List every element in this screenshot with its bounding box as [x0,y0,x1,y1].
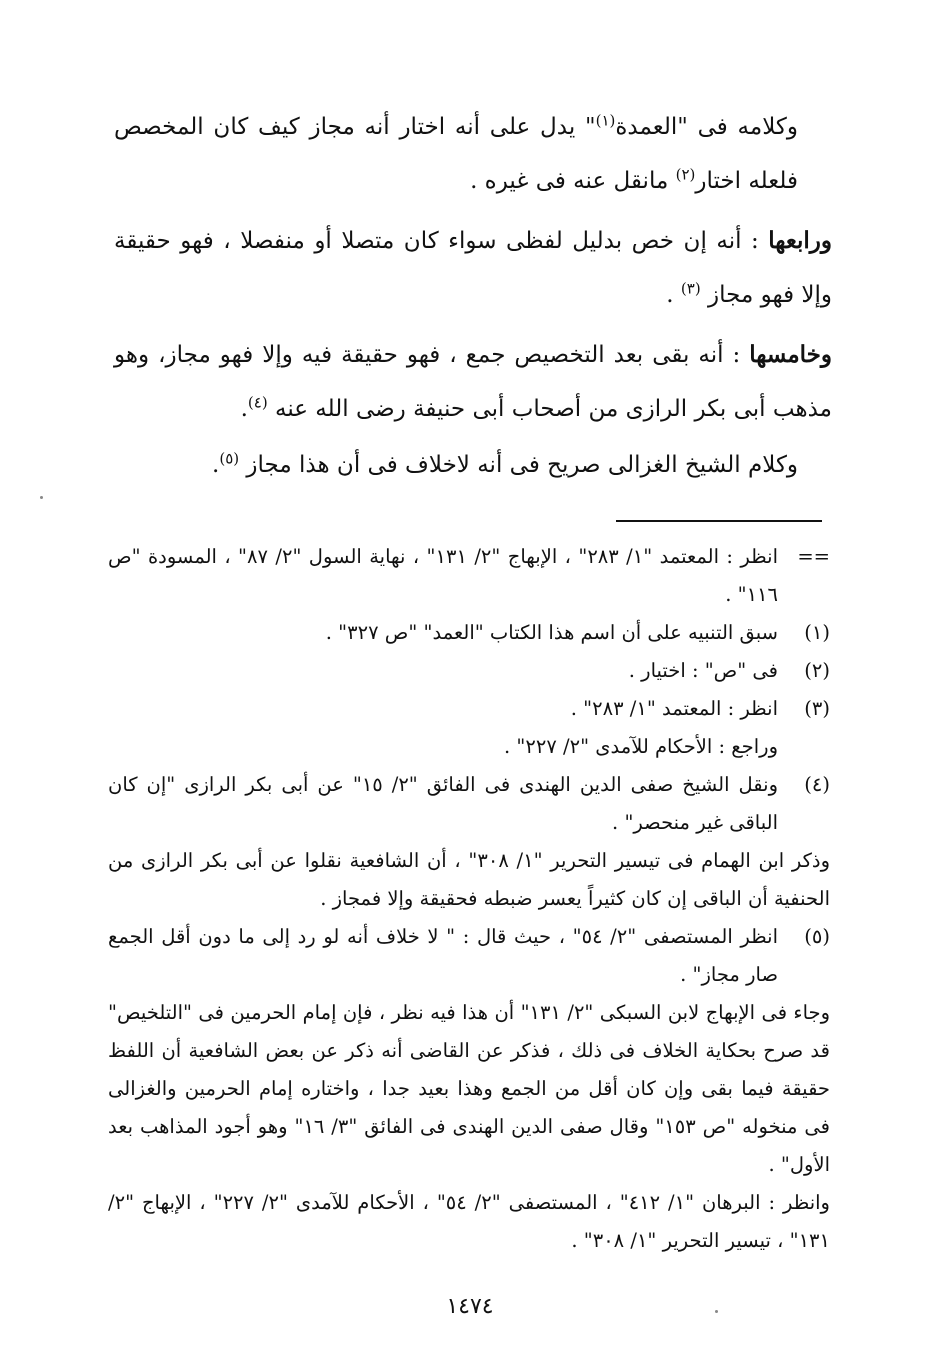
footnote-3-continuation: وراجع : الأحكام للآمدى "٢/ ٢٢٧" . [504,735,778,758]
footnote-3-text: انظر : المعتمد "١/ ٢٨٣" . [570,697,778,720]
footnote-5 [108,918,830,994]
footnote-ref-4: (٤) [247,393,268,412]
footnote-4 [108,766,830,842]
page-number: ١٤٧٤ [446,1294,494,1319]
footnote-4-continuation: وذكر ابن الهمام فى تيسير التحرير "١/ ٣٠٨" ، أن الشافعية نقلوا عن أبى بكر الرازى من الحنفية أن الباقى إن كان كثيراً يعسر ضبطه فحقيقة وإلا فمجاز . [108,849,830,910]
footnote-2-text: فى "ص" : اختيار . [628,659,778,682]
footnote-ref-5: (٥) [219,449,240,468]
footnote-ref-3: (٣) [680,279,701,298]
footnote-continuation [108,538,830,614]
footnote-5-continuation-1: وجاء فى الإبهاج لابن السبكى "٢/ ١٣١" أن هذا فيه نظر ، فإن إمام الحرمين فى "التلخيص" قد صرح بحكاية الخلاف فى ذلك ، فذكر عن القاضى أنه ذكر عن بعض الشافعية أن اللفظ حقيقة فيما بقى وإن كان أقل من الجمع وهذا بعيد جدا ، واختاره إمام الحرمين والغزالى فى منخوله "ص ١٥٣" وقال صفى الدين الهندى فى الفائق "٣/ ١٦" وهو أجود المذاهب بعد الأول" . [108,1001,831,1176]
paragraph-1-part-c: مانقل عنه فى غيره . [470,168,676,194]
paragraph-3 [114,328,832,436]
paragraph-3-label: وخامسها [749,341,832,368]
paragraph-4-end: . [212,452,220,478]
footnote-2 [108,652,830,690]
paragraph-4-text: وكلام الشيخ الغزالى صريح فى أنه لاخلاف فى أن هذا مجاز [239,452,798,478]
paragraph-2 [114,214,832,322]
footnote-continuation-text: انظر : المعتمد "١/ ٢٨٣" ، الإبهاج "٢/ ١٣١" ، نهاية السول "٢/ ٨٧" ، المسودة "ص ١١٦" . [108,545,778,606]
footnote-5-text: انظر المستصفى "٢/ ٥٤" ، حيث قال : " لا خلاف أنه لو رد إلى ما دون أقل الجمع صار مجاز" . [108,925,778,986]
footnote-3 [108,690,830,728]
continuation-marker: == [797,545,830,568]
footnote-separator [616,520,822,522]
footnote-5-number: (٥) [804,925,830,948]
paragraph-2-end: . [666,282,681,308]
scan-speck [715,1310,718,1313]
footnote-3-number: (٣) [804,697,830,720]
footnote-1-number: (١) [804,621,830,644]
paragraph-3-end: . [240,396,248,422]
footnote-4-number: (٤) [804,773,830,796]
footnote-ref-2: (٢) [675,165,696,184]
paragraph-1-part-b: " يدل على أنه اختار أنه مجاز كيف كان المخصص فلعله اختار [114,114,798,194]
footnote-2-number: (٢) [804,659,830,682]
footnote-5-continuation-2: وانظر : البرهان "١/ ٤١٢" ، المستصفى "٢/ ٥٤" ، الأحكام للآمدى "٢/ ٢٢٧" ، الإبهاج "٢/ ١٣١" ، تيسير التحرير "١/ ٣٠٨" . [108,1191,830,1252]
main-text [114,100,832,492]
paragraph-1-part-a: وكلامه فى "العمدة [615,114,798,140]
paragraph-2-text: : أنه إن خص بدليل لفظى سواء كان متصلا أو منفصلا ، فهو حقيقة وإلا فهو مجاز [114,228,832,308]
paragraph-3-text: : أنه بقى بعد التخصيص جمع ، فهو حقيقة فيه وإلا فهو مجاز، وهو مذهب أبى بكر الرازى من أصحاب أبى حنيفة رضى الله عنه [114,342,832,422]
paragraph-4 [114,438,832,492]
scan-speck [40,496,43,499]
paragraph-1 [114,100,832,208]
footnote-4-text: ونقل الشيخ صفى الدين الهندى فى الفائق "٢/ ١٥" عن أبى بكر الرازى "إن كان الباقى غير منحصر" . [108,773,778,834]
footnotes [108,538,830,1260]
footnote-1 [108,614,830,652]
paragraph-2-label: ورابعها [768,227,832,254]
footnote-ref-1: (١) [595,111,616,130]
footnote-1-text: سبق التنبيه على أن اسم هذا الكتاب "العمد" "ص ٣٢٧" . [325,621,778,644]
